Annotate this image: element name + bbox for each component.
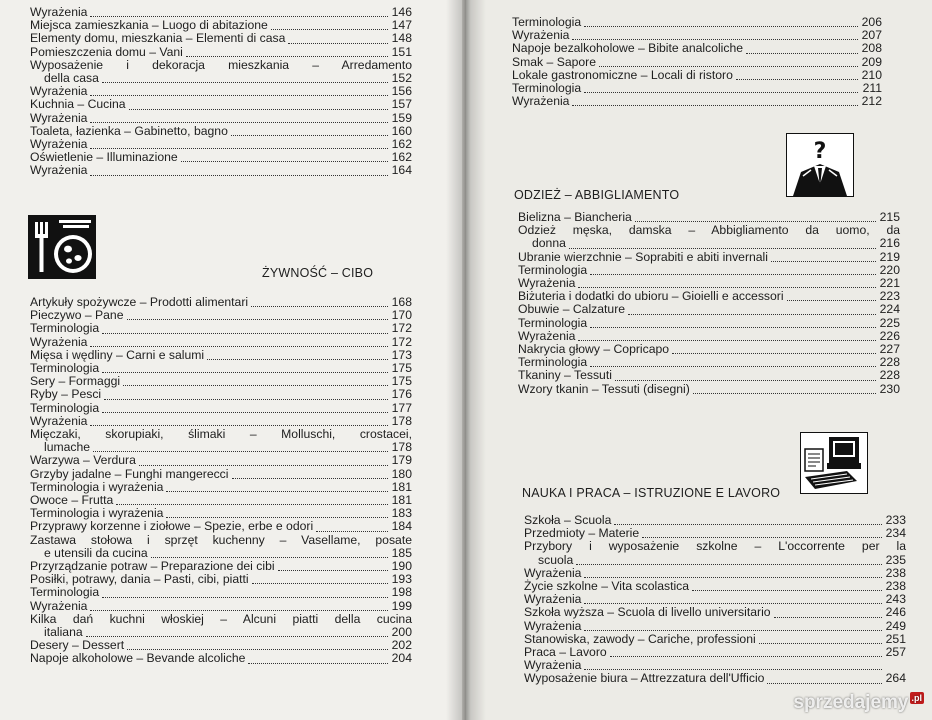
toc-entry-title: Terminologia — [30, 361, 100, 376]
toc-entry-title: Posiłki, potrawy, dania – Pasti, cibi, piatti — [30, 572, 249, 587]
toc-entry-page: 238 — [885, 565, 906, 580]
toc-entry — [524, 580, 906, 593]
leader-dots — [576, 563, 882, 565]
watermark-text: sprzedajemy — [793, 692, 909, 713]
leader-dots — [628, 313, 876, 315]
toc-entry-page: 146 — [391, 5, 412, 19]
toc-entry-page: 219 — [879, 249, 900, 264]
leader-dots — [736, 78, 858, 80]
toc-entry-title: Bielizna – Biancheria — [518, 210, 632, 224]
toc-entry-page: 209 — [861, 54, 882, 69]
toc-entry-page: 228 — [879, 355, 900, 370]
leader-dots — [251, 305, 388, 307]
leader-dots — [615, 379, 876, 381]
toc-entry-page: 228 — [879, 368, 900, 383]
toc-entry-page: 233 — [885, 513, 906, 527]
leader-dots — [288, 42, 388, 44]
toc-entry-page: 207 — [861, 28, 882, 43]
toc-entry-page: 246 — [885, 605, 906, 620]
leader-dots — [252, 582, 388, 584]
toc-entry-page: 249 — [885, 618, 906, 633]
leader-dots — [102, 81, 388, 83]
leader-dots — [614, 523, 882, 525]
toc-entry-page: 210 — [861, 67, 882, 82]
leader-dots — [759, 642, 882, 644]
toc-entry-title: Praca – Lavoro — [524, 645, 607, 660]
leader-dots — [248, 662, 388, 664]
leader-dots — [578, 339, 876, 341]
toc-entry-title: Terminologia — [518, 262, 588, 277]
toc-entry-page: 190 — [391, 559, 412, 574]
leader-dots — [584, 576, 882, 578]
toc-entry-page: 183 — [391, 506, 412, 521]
leader-dots — [90, 609, 388, 611]
leader-dots — [129, 108, 388, 110]
toc-entry-title: Ubranie wierzchnie – Soprabiti e abiti invernali — [518, 249, 768, 264]
toc-entry-page: 220 — [879, 262, 900, 277]
toc-entry-title: Terminologia i wyrażenia — [30, 506, 164, 521]
toc-entry-title: Wyrażenia — [512, 28, 570, 43]
toc-entry-title: Terminologia — [518, 355, 588, 370]
toc-entry-page: 221 — [879, 276, 900, 291]
leader-dots — [166, 516, 388, 518]
toc-entry-title: Wyrażenia — [524, 592, 582, 607]
toc-entry-title: Wyrażenia — [30, 163, 88, 178]
toc-entry-title: Zastawa stołowa i sprzęt kuchenny – Vasellame, posate — [30, 532, 412, 547]
toc-entry-page: 148 — [391, 31, 412, 46]
leader-dots — [584, 668, 882, 670]
leader-dots — [102, 596, 388, 598]
watermark — [793, 692, 924, 714]
toc-entry-title: Mięsa i wędliny – Carni e salumi — [30, 347, 205, 362]
toc-entry-title: Nakrycia głowy – Copricapo — [518, 342, 670, 357]
toc-entry-title: Grzyby jadalne – Funghi mangerecci — [30, 466, 229, 481]
toc-entry-page: 226 — [879, 328, 900, 343]
leader-dots — [90, 345, 388, 347]
leader-dots — [787, 299, 876, 301]
toc-entry-title-continued: e utensili da cucina — [44, 545, 148, 560]
toc-entry-title: Odzież męska, damska – Abbigliamento da uomo, da — [518, 223, 900, 238]
toc-entry — [512, 42, 882, 55]
toc-entry-title-continued: donna — [532, 236, 566, 251]
toc-entry-title: Terminologia — [512, 15, 582, 29]
toc-entry-page: 199 — [391, 598, 412, 613]
toc-entry — [524, 606, 906, 619]
toc-entry-title: Terminologia — [30, 321, 100, 336]
leader-dots — [90, 174, 388, 176]
toc-entry-page: 251 — [885, 631, 906, 646]
toc-entry — [30, 322, 412, 335]
toc-entry-title: Przybory i wyposażenie szkolne – L'occorrente per la — [524, 539, 906, 554]
toc-entry-title: Wyrażenia — [30, 334, 88, 349]
leader-dots — [181, 160, 388, 162]
toc-entry-page: 202 — [391, 638, 412, 653]
leader-dots — [232, 477, 389, 479]
leader-dots — [116, 503, 388, 505]
toc-entry-page: 181 — [391, 479, 412, 494]
toc-entry-page: 230 — [879, 381, 900, 396]
toc-entry — [30, 613, 412, 639]
toc-entry-title: Terminologia — [518, 315, 588, 330]
leader-dots — [569, 247, 876, 249]
leader-dots — [278, 569, 388, 571]
leader-dots — [599, 65, 858, 67]
toc-entry — [30, 32, 412, 45]
toc-entry-page: 264 — [885, 671, 906, 686]
toc-entry-page: 216 — [879, 236, 900, 251]
toc-entry-title: Terminologia — [30, 400, 100, 415]
toc-entry — [30, 112, 412, 125]
leader-dots — [578, 286, 876, 288]
toc-entry-page: 224 — [879, 302, 900, 317]
right-page — [466, 0, 932, 720]
leader-dots — [231, 134, 388, 136]
toc-entry-title: Oświetlenie – Illuminazione — [30, 150, 178, 165]
toc-entry — [30, 164, 412, 177]
leader-dots — [123, 384, 388, 386]
leader-dots — [90, 147, 388, 149]
toc-entry-title: Terminologia — [512, 81, 582, 96]
toc-list-clothing — [518, 211, 900, 396]
toc-entry-title: Wyrażenia — [524, 658, 582, 673]
toc-entry-page: 162 — [391, 137, 412, 152]
toc-entry-title: Napoje alkoholowe – Bevande alcoliche — [30, 651, 246, 666]
toc-entry-page: 177 — [391, 400, 412, 415]
toc-entry-title: Wyrażenia — [518, 328, 576, 343]
toc-entry-page: 176 — [391, 387, 412, 402]
toc-entry-title: Stanowiska, zawody – Cariche, professioni — [524, 631, 756, 646]
leader-dots — [127, 318, 389, 320]
toc-entry — [518, 369, 900, 382]
toc-entry-page: 156 — [391, 84, 412, 99]
toc-entry-page: 173 — [391, 347, 412, 362]
toc-entry-title: Elementy domu, mieszkania – Elementi di casa — [30, 31, 286, 46]
toc-entry — [524, 540, 906, 566]
toc-entry — [524, 646, 906, 659]
toc-entry-title-continued: lumache — [44, 440, 91, 455]
toc-entry-page: 175 — [391, 361, 412, 376]
leader-dots — [584, 629, 882, 631]
toc-entry-page: 184 — [391, 519, 412, 534]
leader-dots — [774, 616, 882, 618]
toc-entry-page: 172 — [391, 321, 412, 336]
leader-dots — [767, 682, 882, 684]
toc-entry — [518, 383, 900, 396]
toc-entry-page: 185 — [391, 545, 412, 560]
toc-entry-page: 181 — [391, 493, 412, 508]
toc-entry-page: 206 — [861, 15, 882, 29]
toc-entry-title: Wyrażenia — [524, 565, 582, 580]
toc-entry-page: 227 — [879, 342, 900, 357]
toc-entry — [518, 264, 900, 277]
toc-entry-title: Wzory tkanin – Tessuti (disegni) — [518, 381, 690, 396]
toc-entry — [30, 336, 412, 349]
toc-entry — [512, 95, 882, 108]
toc-entry-page: 170 — [391, 308, 412, 323]
toc-entry-page: 200 — [391, 625, 412, 640]
toc-entry-title: Kuchnia – Cucina — [30, 97, 126, 112]
leader-dots — [693, 392, 876, 394]
leader-dots — [90, 121, 388, 123]
toc-entry-title: Kilka dań kuchni włoskiej – Alcuni piatti della cucina — [30, 611, 412, 626]
toc-entry-title: Wyposażenie i dekoracja mieszkania – Arredamento — [30, 57, 412, 72]
toc-entry — [30, 468, 412, 481]
toc-entry — [524, 620, 906, 633]
suit-question-icon — [786, 133, 854, 197]
leader-dots — [93, 450, 388, 452]
toc-entry-title: Pomieszczenia domu – Vani — [30, 44, 183, 59]
toc-entry-title: Szkoła wyższa – Scuola di livello universitario — [524, 605, 771, 620]
leader-dots — [104, 398, 388, 400]
leader-dots — [127, 648, 388, 650]
toc-entry-title: Przedmioty – Materie — [524, 526, 640, 541]
toc-entry — [30, 586, 412, 599]
leader-dots — [90, 424, 388, 426]
leader-dots — [584, 91, 858, 93]
toc-entry — [30, 125, 412, 138]
toc-entry-page: 243 — [885, 592, 906, 607]
leader-dots — [635, 220, 876, 222]
toc-entry — [524, 672, 906, 685]
toc-entry-page: 168 — [391, 295, 412, 309]
leader-dots — [271, 28, 388, 30]
toc-entry-title: Przyrządzanie potraw – Preparazione dei cibi — [30, 559, 275, 574]
leader-dots — [151, 556, 388, 558]
toc-entry-title: Wyposażenie biura – Attrezzatura dell'Ufficio — [524, 671, 765, 686]
leader-dots — [102, 411, 388, 413]
leader-dots — [86, 635, 388, 637]
leader-dots — [90, 94, 388, 96]
toc-entry-title: Napoje bezalkoholowe – Bibite analcoliche — [512, 41, 744, 56]
toc-entry — [512, 56, 882, 69]
toc-entry-page: 151 — [391, 44, 412, 59]
leader-dots — [572, 38, 858, 40]
toc-entry — [30, 98, 412, 111]
toc-entry-title: Szkoła – Scuola — [524, 513, 612, 527]
toc-entry-page: 223 — [879, 289, 900, 304]
toc-entry-page: 157 — [391, 97, 412, 112]
toc-entry — [30, 454, 412, 467]
toc-entry-page: 179 — [391, 453, 412, 468]
toc-entry-title: Wyrażenia — [524, 618, 582, 633]
toc-entry — [30, 652, 412, 665]
toc-entry — [30, 402, 412, 415]
toc-entry-title: Warzywa – Verdura — [30, 453, 136, 468]
leader-dots — [746, 52, 858, 54]
leader-dots — [672, 352, 876, 354]
section-heading-food: ŻYWNOŚĆ – CIBO — [262, 266, 374, 280]
toc-entry-title-continued: scuola — [538, 552, 574, 567]
toc-entry-title: Lokale gastronomiczne – Locali di ristoro — [512, 67, 733, 82]
toc-list-work — [524, 514, 906, 686]
toc-entry-title: Tkaniny – Tessuti — [518, 368, 612, 383]
svg-text:?: ? — [813, 139, 827, 164]
toc-entry-title: Obuwie – Calzature — [518, 302, 626, 317]
toc-entry — [30, 428, 412, 454]
toc-entry-title: Wyrażenia — [30, 413, 88, 428]
computer-icon — [800, 432, 868, 494]
left-page — [0, 0, 462, 720]
toc-entry-title: Toaleta, łazienka – Gabinetto, bagno — [30, 123, 228, 138]
toc-entry-title: Miejsca zamieszkania – Luogo di abitazione — [30, 18, 268, 33]
toc-entry-page: 164 — [391, 163, 412, 178]
toc-list-food — [30, 296, 412, 666]
toc-entry — [518, 317, 900, 330]
toc-entry — [518, 251, 900, 264]
toc-entry-title: Desery – Dessert — [30, 638, 125, 653]
toc-entry-title-continued: italiana — [44, 625, 83, 640]
leader-dots — [642, 536, 882, 538]
toc-entry-page: 175 — [391, 374, 412, 389]
toc-entry-title: Wyrażenia — [512, 94, 570, 109]
leader-dots — [590, 273, 876, 275]
toc-entry-title: Ryby – Pesci — [30, 387, 102, 402]
toc-entry-title: Biżuteria i dodatki do ubioru – Gioielli e accessori — [518, 289, 784, 304]
toc-entry — [30, 600, 412, 613]
toc-entry-page: 159 — [391, 110, 412, 125]
leader-dots — [610, 655, 882, 657]
leader-dots — [590, 365, 876, 367]
toc-entry-page: 160 — [391, 123, 412, 138]
toc-entry-page: 180 — [391, 466, 412, 481]
toc-entry-page: 152 — [391, 71, 412, 86]
section-heading-clothing: ODZIEŻ – ABBIGLIAMENTO — [514, 188, 680, 202]
toc-entry — [30, 534, 412, 560]
leader-dots — [102, 371, 388, 373]
leader-dots — [102, 332, 388, 334]
fork-plate-icon — [28, 215, 96, 279]
leader-dots — [584, 602, 882, 604]
toc-entry-page: 204 — [391, 651, 412, 666]
toc-entry-page: 178 — [391, 413, 412, 428]
toc-entry-page: 172 — [391, 334, 412, 349]
toc-entry-page: 235 — [885, 552, 906, 567]
toc-entry-title: Terminologia i wyrażenia — [30, 479, 164, 494]
toc-entry — [518, 224, 900, 250]
toc-entry-title-continued: della casa — [44, 71, 99, 86]
toc-entry — [518, 303, 900, 316]
toc-entry — [30, 46, 412, 59]
toc-entry-title: Wyrażenia — [518, 276, 576, 291]
toc-list-food-cont — [512, 16, 882, 108]
section-heading-work: NAUKA I PRACA – ISTRUZIONE E LAVORO — [522, 486, 781, 500]
leader-dots — [572, 104, 858, 106]
book-gutter — [446, 0, 486, 720]
toc-entry-title: Życie szkolne – Vita scolastica — [524, 579, 690, 594]
toc-entry — [30, 59, 412, 85]
toc-entry-title: Pieczywo – Pane — [30, 308, 124, 323]
toc-entry-title: Wyrażenia — [30, 137, 88, 152]
leader-dots — [186, 55, 388, 57]
toc-entry-page: 162 — [391, 150, 412, 165]
toc-entry-page: 178 — [391, 440, 412, 455]
toc-entry-title: Wyrażenia — [30, 598, 88, 613]
toc-entry-title: Przyprawy korzenne i ziołowe – Spezie, erbe e odori — [30, 519, 314, 534]
leader-dots — [590, 326, 876, 328]
toc-entry — [30, 520, 412, 533]
toc-entry-title: Owoce – Frutta — [30, 493, 114, 508]
toc-entry-page: 193 — [391, 572, 412, 587]
toc-entry-page: 211 — [862, 81, 882, 96]
toc-entry-page: 257 — [885, 645, 906, 660]
toc-entry-title: Terminologia — [30, 585, 100, 600]
toc-entry-title: Wyrażenia — [30, 84, 88, 99]
watermark-badge: .pl — [911, 693, 922, 703]
leader-dots — [90, 15, 388, 17]
leader-dots — [316, 530, 388, 532]
toc-entry-title: Mięczaki, skorupiaki, ślimaki – Molluschi, crostacei, — [30, 427, 412, 442]
toc-entry-page: 238 — [885, 579, 906, 594]
leader-dots — [139, 464, 388, 466]
toc-entry-title: Wyrażenia — [30, 110, 88, 125]
toc-entry-page: 147 — [391, 18, 412, 33]
toc-entry-title: Wyrażenia — [30, 5, 88, 19]
toc-entry-page: 225 — [879, 315, 900, 330]
leader-dots — [692, 589, 882, 591]
toc-entry-page: 234 — [885, 526, 906, 541]
toc-entry-title: Sery – Formaggi — [30, 374, 121, 389]
toc-entry-page: 198 — [391, 585, 412, 600]
toc-entry-title: Smak – Sapore — [512, 54, 597, 69]
leader-dots — [771, 260, 876, 262]
toc-entry — [30, 388, 412, 401]
toc-entry-page: 208 — [861, 41, 882, 56]
toc-list-housing — [30, 6, 412, 178]
leader-dots — [166, 490, 388, 492]
leader-dots — [207, 358, 388, 360]
toc-entry-title: Artykuły spożywcze – Prodotti alimentari — [30, 295, 249, 309]
leader-dots — [584, 25, 858, 27]
toc-entry-page: 212 — [861, 94, 882, 109]
toc-entry-page: 215 — [879, 210, 900, 224]
toc-entry — [30, 151, 412, 164]
